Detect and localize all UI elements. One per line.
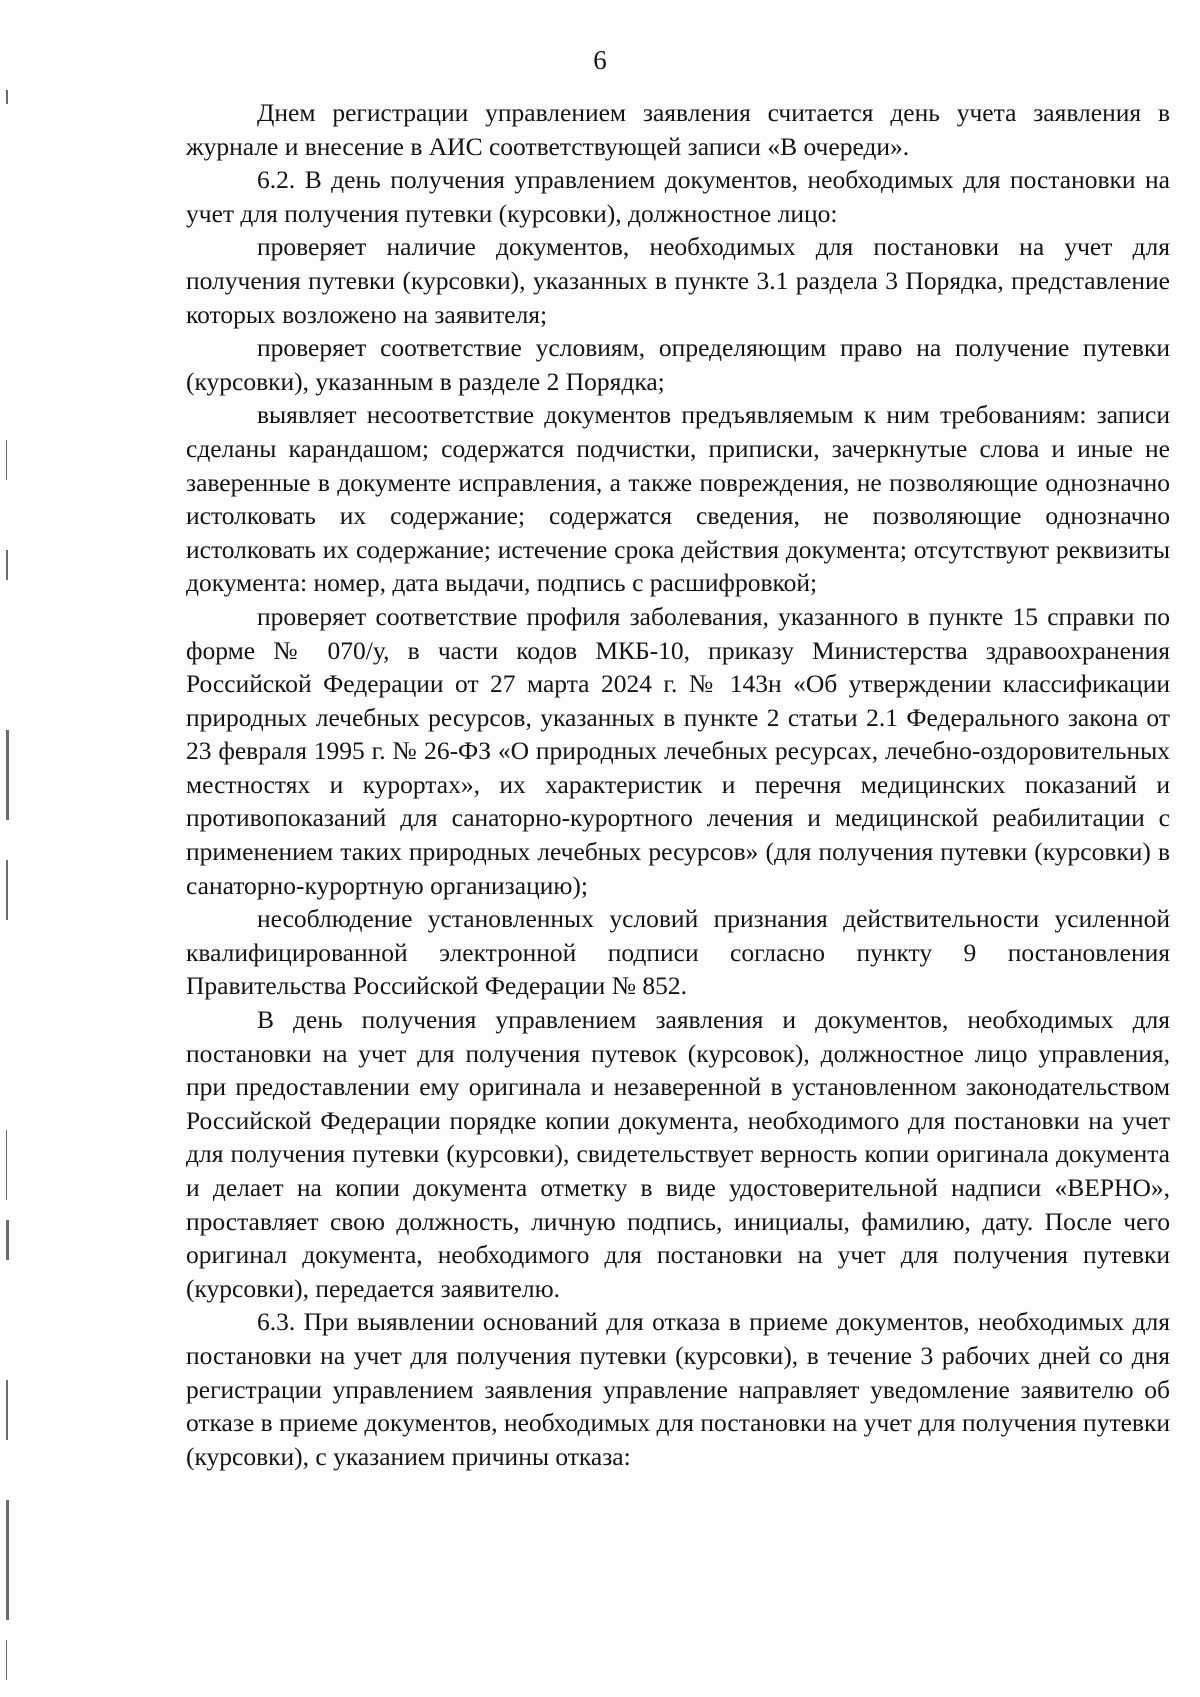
scan-edge-artifact [6, 80, 12, 1680]
paragraph-check-documents: проверяет наличие документов, необходимых для постановки на учет для получения путевки (курсовки), указанных в пункте 3.1 раздела 3 Порядка, представление которых возложено на заявителя; [186, 232, 1170, 329]
paragraph-nonconformity: выявляет несоответствие документов предъявляемым к ним требованиям: записи сделаны карандашом; содержатся подчистки, приписки, зачеркнутые слова и иные не заверенные в документе исправления, а также повреждения, не позволяющие однозначно истолковать их содержание; содержатся сведения, не позволяющие однозначно истолковать их содержание; истечение срока действия документа; отсутствуют реквизиты документа: номер, дата выдачи, подпись с расшифровкой; [186, 400, 1170, 598]
page-number: 6 [593, 45, 607, 75]
paragraph-registration-day: Днем регистрации управлением заявления считается день учета заявления в журнале и внесение в АИС соответствующей записи «В очереди». [186, 98, 1170, 161]
paragraph-6-2: 6.2. В день получения управлением документов, необходимых для постановки на учет для получения путевки (курсовки), должностное лицо: [186, 165, 1170, 228]
paragraph-check-conditions: проверяет соответствие условиям, определяющим право на получение путевки (курсовки), указанным в разделе 2 Порядка; [186, 333, 1170, 396]
paragraph-6-3: 6.3. При выявлении оснований для отказа в приеме документов, необходимых для постановки на учет для получения путевки (курсовки), в течение 3 рабочих дней со дня регистрации управлением заявления управление направляет уведомление заявителю об отказе в приеме документов, необходимых для постановки на учет для получения путевки (курсовки), с указанием причины отказа: [186, 1307, 1170, 1471]
paragraph-signature-conditions: несоблюдение установленных условий признания действительности усиленной квалифицированной электронной подписи согласно пункту 9 постановления Правительства Российской Федерации № 852. [186, 904, 1170, 1001]
document-body [186, 96, 1170, 1473]
paragraph-copy-certification: В день получения управлением заявления и документов, необходимых для постановки на учет для получения путевок (курсовок), должностное лицо управления, при предоставлении ему оригинала и незаверенной в установленном законодательством Российской Федерации порядке копии документа, необходимого для постановки на учет для получения путевки (курсовки), свидетельствует верность копии оригинала документа и делает на копии документа отметку в виде удостоверительной надписи «ВЕРНО», проставляет свою должность, личную подпись, инициалы, фамилию, дату. После чего оригинал документа, необходимого для постановки на учет для получения путевки (курсовки), передается заявителю. [186, 1005, 1170, 1303]
paragraph-disease-profile: проверяет соответствие профиля заболевания, указанного в пункте 15 справки по форме № 070/у, в части кодов МКБ-10, приказу Министерства здравоохранения Российской Федерации от 27 марта 2024 г. № 143н «Об утверждении классификации природных лечебных ресурсов, указанных в пункте 2 статьи 2.1 Федерального закона от 23 февраля 1995 г. № 26-ФЗ «О природных лечебных ресурсах, лечебно-оздоровительных местностях и курортах», их характеристик и перечня медицинских показаний и противопоказаний для санаторно-курортного лечения и медицинской реабилитации с применением таких природных лечебных ресурсов» (для получения путевки (курсовки) в санаторно-курортную организацию); [186, 601, 1170, 900]
